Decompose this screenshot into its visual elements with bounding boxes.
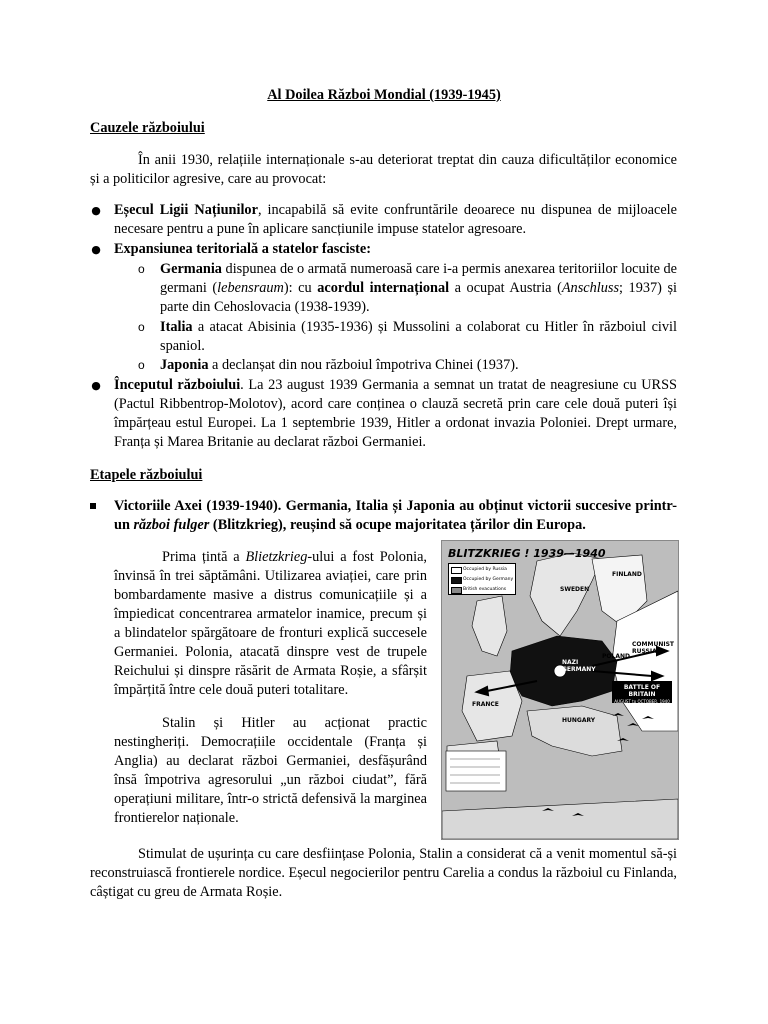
bullet-text: . La 23 august 1939 Germania a semnat un tratat de neagresiune cu URSS (Pactul Ribbentrop-Molotov), acord care conținea o clauză secretă prin care cele două puteri își împărțeau estul Europei. La 1 septembrie 1939, Hitler a ordonat invazia Poloniei. Drept urmare, Franța și Marea Britanie au declarat război Germaniei. xyxy=(114,377,677,450)
subitem-text: ): cu xyxy=(283,280,318,296)
subitem-germania xyxy=(138,260,678,317)
subitem-italic: lebensraum xyxy=(217,280,284,296)
paragraph-finland: Stimulat de ușurința cu care desființase Polonia, Stalin a considerat că a venit momentul să-și reconstruiască frontierele nordice. Eșecul negocierilor pentru Carelia a condus la războiul cu Finlanda, câștigat cu greu de Armata Roșie. xyxy=(90,846,677,900)
item-bold: Victoriile Axei (1939-1940). Germania, Italia și Japonia au obținut victorii succesive printr-un xyxy=(114,498,677,533)
para-text: -ului a fost Polonia, învinsă în trei săptămâni. Utilizarea aviației, care prin bombardamente masive a distrus comunicațiile și a împiedicat concentrarea armatelor inamice, precum și a blindatelor spărgătoare de fronturi explică succesele Germaniei. Polonia, atacată dinspre vest de trupele Reichului și dinspre răsărit de Armata Roșie, a sfârșit împărțită între cele două puteri totalitare. xyxy=(114,549,427,698)
section-heading-causes: Cauzele războiului xyxy=(90,120,205,136)
legend-label: British evacuations xyxy=(463,587,507,592)
axis-victories-item xyxy=(114,497,677,535)
map-label-hungary: HUNGARY xyxy=(562,717,596,724)
subitem-text: a atacat Abisinia (1935-1936) și Mussolini a colaborat cu Hitler în războiul civil spaniol. xyxy=(160,319,677,354)
legend-swatch xyxy=(451,587,462,594)
map-label-france: FRANCE xyxy=(472,701,499,708)
bullet-text: , incapabilă să evite confruntările deoarece nu dispunea de mijloacele necesare pentru a pune în aplicare sancțiunile impuse statelor agresoare. xyxy=(114,202,678,237)
page-title: Al Doilea Război Mondial (1939-1945) xyxy=(267,87,501,103)
blitzkrieg-map-image xyxy=(441,540,679,840)
section-heading-stages: Etapele războiului xyxy=(90,467,203,483)
bullet-league-of-nations xyxy=(91,201,678,239)
bullet-bold: Eșecul Ligii Națiunilor xyxy=(114,202,258,218)
item-bold: (Blitzkrieg), reușind să ocupe majoritatea țărilor din Europa. xyxy=(209,517,586,533)
map-label-communist-russia: COMMUNIST RUSSIA xyxy=(632,641,674,655)
paragraph-poland xyxy=(114,548,427,700)
bullet-icon: ● xyxy=(91,204,101,217)
bullet-icon: ● xyxy=(91,379,101,392)
map-title: BLITZKRIEG ! 1939—1940 xyxy=(448,547,606,560)
map-legend xyxy=(448,563,516,595)
legend-item-british xyxy=(449,585,515,594)
subitem-bold: Japonia xyxy=(160,357,209,373)
subitem-text: a declanșat din nou războiul împotriva Chinei (1937). xyxy=(208,357,519,373)
para-text: Prima țintă a xyxy=(162,549,246,565)
circle-bullet-icon: o xyxy=(138,262,145,276)
legend-swatch xyxy=(451,577,462,584)
map-label-poland: POLAND xyxy=(602,653,630,660)
bullet-bold: Începutul războiului xyxy=(114,377,241,393)
circle-bullet-icon: o xyxy=(138,320,145,334)
subitem-bold: Italia xyxy=(160,319,193,335)
legend-item-germany xyxy=(449,575,515,584)
bullet-war-start xyxy=(91,376,677,452)
battle-of-britain-label: BATTLE OF BRITAIN xyxy=(623,684,661,698)
item-bold-italic: război fulger xyxy=(133,517,210,533)
map-label-finland: FINLAND xyxy=(612,571,642,578)
battle-of-britain-dates: AUGUST to OCTOBER, 1940 xyxy=(614,699,670,704)
subitem-bold: acordul internațional xyxy=(317,280,450,296)
legend-swatch xyxy=(451,567,462,574)
subitem-italia xyxy=(138,318,677,356)
battle-of-britain-box xyxy=(612,681,672,703)
legend-item-russia xyxy=(449,565,515,574)
subitem-japonia xyxy=(138,356,677,375)
subitem-text: a ocupat Austria ( xyxy=(449,280,562,296)
bullet-bold: Expansiunea teritorială a statelor fasciste: xyxy=(114,241,372,257)
circle-bullet-icon: o xyxy=(138,358,145,372)
intro-paragraph: În anii 1930, relațiile internaționale s-au deteriorat treptat din cauza dificultăților economice și a politicilor agresive, care au provocat: xyxy=(90,152,677,187)
legend-label: Occupied by Russia xyxy=(463,567,507,572)
subitem-text: dispunea de o armată numeroasă care i-a permis anexarea teritoriilor locuite de germani ( xyxy=(160,261,677,296)
square-bullet-icon xyxy=(90,503,96,509)
bullet-fascist-expansion xyxy=(91,240,677,259)
map-label-nazi-germany: NAZI GERMANY xyxy=(562,659,596,673)
map-label-sweden: SWEDEN xyxy=(560,586,590,593)
para-italic: Blietzkrieg xyxy=(245,549,308,565)
subitem-italic: Anschluss xyxy=(561,280,620,296)
subitem-text: ; 1937) și parte din Cehoslovacia (1938-1939). xyxy=(160,280,678,315)
legend-label: Occupied by Germany xyxy=(463,577,514,582)
subitem-bold: Germania xyxy=(160,261,222,277)
bullet-icon: ● xyxy=(91,243,101,256)
paragraph-phony-war: Stalin și Hitler au acționat practic nestingheriți. Democrațiile occidentale (Franța și Anglia) au declarat război Germaniei, desfășurând însă împotriva agresorului „un război ciudat”, fără operațiuni militare, într-o strictă defensivă la marginea frontierelor naționale. xyxy=(114,715,427,826)
